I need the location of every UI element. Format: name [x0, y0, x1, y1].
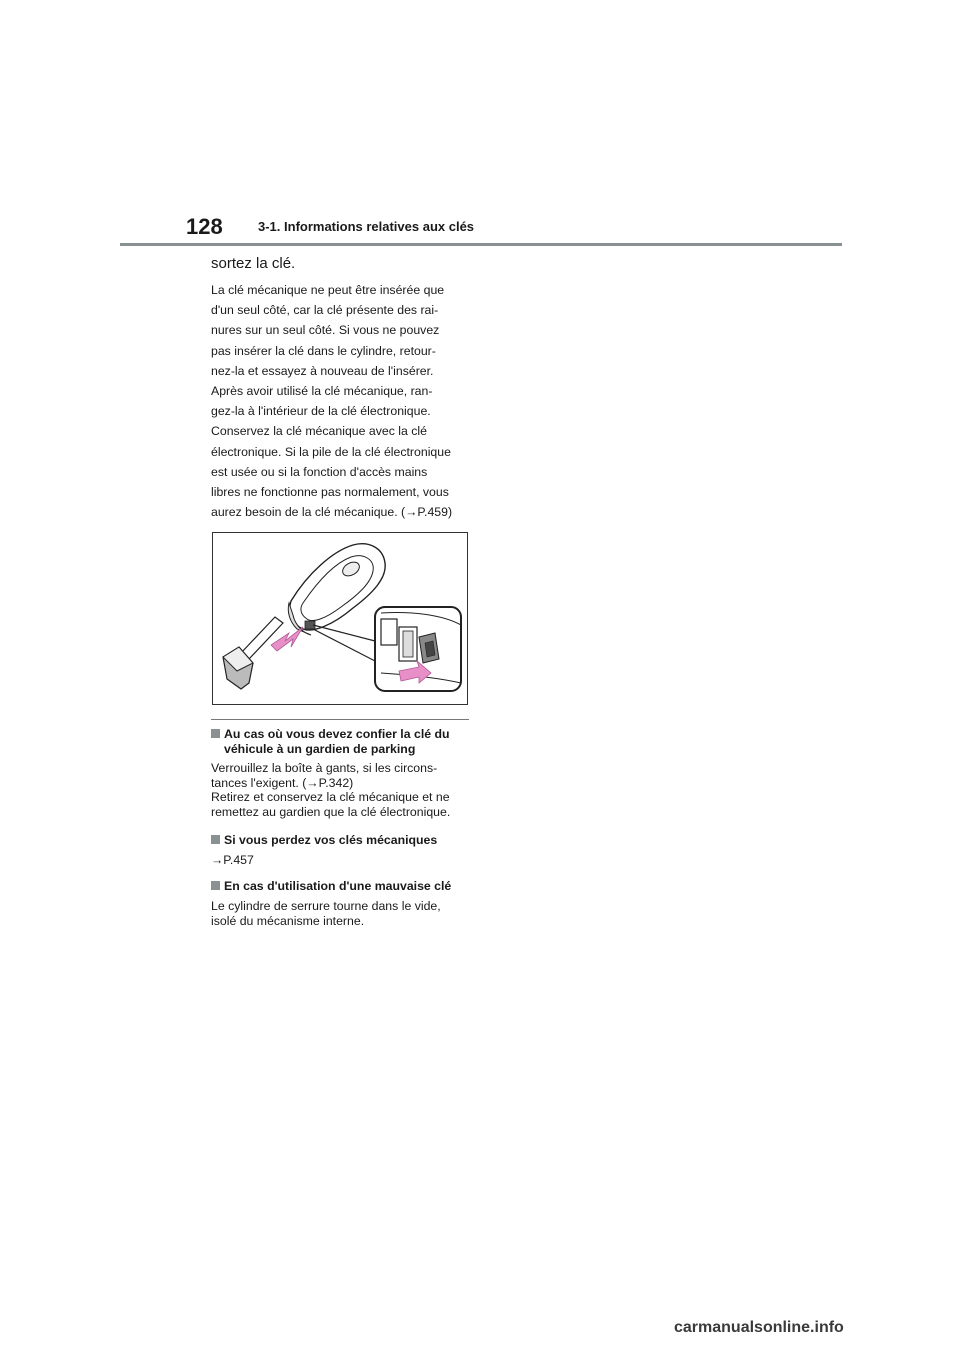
square-bullet-icon: [211, 881, 220, 890]
section-heading-parking: [211, 727, 473, 757]
paragraph-line: libres ne fonctionne pas normalement, vous: [211, 485, 449, 500]
section-title: 3-1. Informations relatives aux clés: [258, 219, 475, 234]
page-number: 128: [186, 214, 223, 239]
body-line: Retirez et conservez la clé mécanique et ne: [211, 790, 450, 805]
paragraph-line: électronique. Si la pile de la clé électronique: [211, 444, 451, 459]
square-bullet-icon: [211, 729, 220, 738]
leader-line: [313, 629, 375, 661]
zoom-slot: [381, 619, 397, 645]
header-rule: [120, 243, 842, 246]
heading-text: véhicule à un gardien de parking: [224, 742, 416, 756]
body-line: isolé du mécanisme interne.: [211, 913, 365, 928]
paragraph-line: pas insérer la clé dans le cylindre, retour-: [211, 343, 436, 358]
paragraph-insert-key: [211, 280, 473, 381]
paragraph-line: nez-la et essayez à nouveau de l'insérer.: [211, 363, 434, 378]
mechanical-key-blade: [241, 617, 283, 659]
body-line: Verrouillez la boîte à gants, si les circons-: [211, 761, 438, 775]
paragraph-line: gez-la à l'intérieur de la clé électronique.: [211, 404, 431, 419]
paragraph-line: aurez besoin de la clé mécanique. (→P.459): [211, 505, 453, 520]
key-illustration-drawing: [213, 533, 467, 704]
paragraph-line: Conservez la clé mécanique avec la clé: [211, 424, 427, 439]
body-line: tances l'exigent. (→P.342): [211, 775, 354, 790]
body-line: remettez au gardien que la clé électronique.: [211, 804, 451, 819]
section-body-wrong-key: [211, 899, 476, 928]
key-illustration: [212, 532, 468, 705]
heading-text: En cas d'utilisation d'une mauvaise clé: [224, 879, 452, 893]
page-reference: →P.457: [211, 853, 254, 867]
section-body-parking: [211, 761, 476, 819]
leader-line: [313, 625, 375, 641]
paragraph-line: Après avoir utilisé la clé mécanique, ran-: [211, 384, 433, 398]
section-body-lost-keys: [211, 853, 476, 868]
lead-text: sortez la clé.: [211, 255, 296, 272]
heading-text: Si vous perdez vos clés mécaniques: [224, 833, 438, 847]
footer-watermark: carmanualsonline.info: [674, 1319, 844, 1336]
body-line: Le cylindre de serrure tourne dans le vide,: [211, 899, 441, 913]
paragraph-store-key: [211, 381, 473, 522]
section-heading-lost-keys: [211, 833, 473, 848]
section-divider: [211, 719, 469, 720]
paragraph-line: d'un seul côté, car la clé présente des rai-: [211, 303, 439, 318]
zoom-knob-inner: [403, 631, 413, 657]
heading-text: Au cas où vous devez confier la clé du: [224, 727, 450, 741]
paragraph-line: La clé mécanique ne peut être insérée que: [211, 283, 445, 297]
paragraph-line: nures sur un seul côté. Si vous ne pouvez: [211, 323, 440, 338]
paragraph-line: est usée ou si la fonction d'accès mains: [211, 464, 428, 479]
section-heading-wrong-key: [211, 879, 473, 894]
zoom-latch-detail: [425, 641, 435, 657]
square-bullet-icon: [211, 835, 220, 844]
